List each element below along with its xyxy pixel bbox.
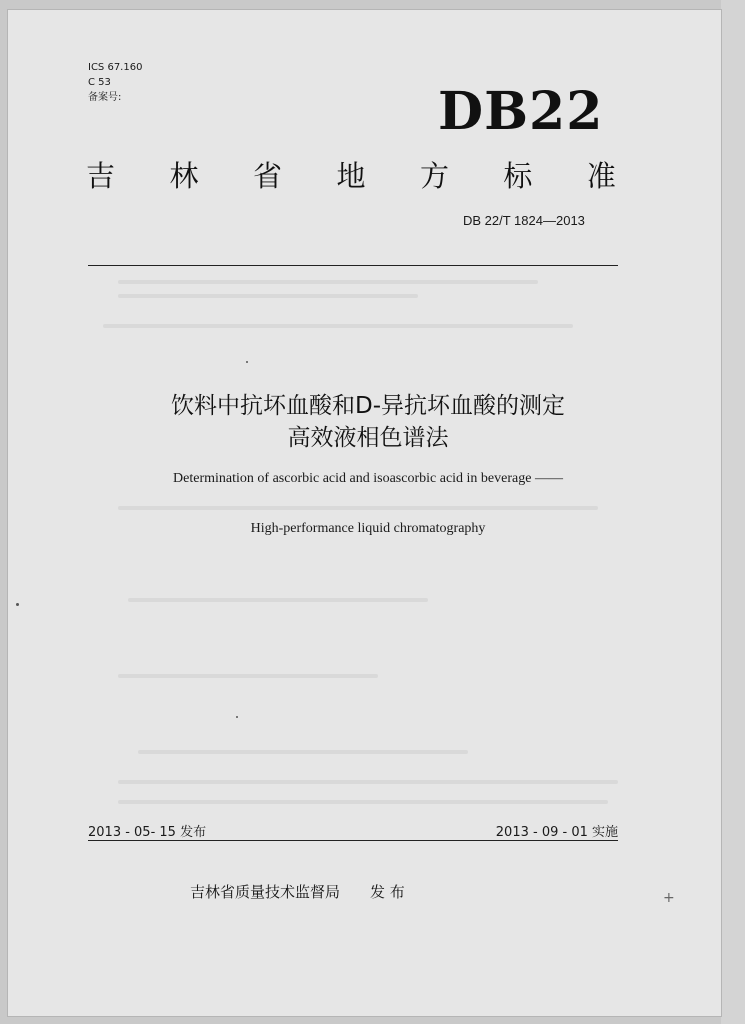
header-divider xyxy=(88,265,618,266)
standard-type-char: 方 xyxy=(419,159,449,193)
show-through-line xyxy=(118,674,378,678)
scan-gutter xyxy=(721,0,745,1024)
title-cn-line1: 饮料中抗坏血酸和D-异抗坏血酸的测定 xyxy=(170,393,565,419)
classification-block xyxy=(88,60,142,105)
dust-speck xyxy=(246,361,248,363)
dates-row xyxy=(88,821,618,840)
show-through-line xyxy=(118,506,598,510)
publish-date: 2013 - 05- 15 发布 xyxy=(88,825,207,840)
standard-type-char: 省 xyxy=(252,159,282,193)
db22-logo: DB22 xyxy=(438,81,604,142)
dust-speck xyxy=(16,603,19,606)
ics-code: ICS 67.160 xyxy=(88,62,143,73)
scan-crosshair-mark: + xyxy=(663,890,675,906)
issuer-name: 吉林省质量技术监督局 xyxy=(190,883,341,901)
document-title-cn xyxy=(48,390,688,454)
title-en-line2: High-performance liquid chromatography xyxy=(250,521,486,536)
show-through-line xyxy=(118,294,418,298)
standard-type-heading xyxy=(86,158,616,194)
title-en-line1: Determination of ascorbic acid and isoascorbic acid in beverage —— xyxy=(173,471,563,486)
show-through-line xyxy=(103,324,573,328)
show-through-line xyxy=(138,750,468,754)
show-through-line xyxy=(118,780,618,784)
implementation-date: 2013 - 09 - 01 实施 xyxy=(495,825,618,840)
ccs-code: C 53 xyxy=(88,77,111,88)
issuing-authority xyxy=(190,881,405,902)
standard-type-char: 林 xyxy=(169,159,199,193)
title-cn-line2: 高效液相色谱法 xyxy=(287,425,449,451)
standard-type-char: 准 xyxy=(586,159,616,193)
footer-divider xyxy=(88,840,618,841)
standard-type-char: 地 xyxy=(336,159,366,193)
standard-type-char: 吉 xyxy=(86,159,116,193)
standard-type-char: 标 xyxy=(503,159,533,193)
issue-action: 发 布 xyxy=(370,883,405,901)
filing-number-label: 备案号: xyxy=(88,92,122,103)
dust-speck xyxy=(236,716,238,718)
show-through-line xyxy=(118,280,538,284)
show-through-line xyxy=(118,800,608,804)
show-through-line xyxy=(128,598,428,602)
document-page xyxy=(8,10,721,1016)
standard-number: DB 22/T 1824—2013 xyxy=(463,213,585,228)
